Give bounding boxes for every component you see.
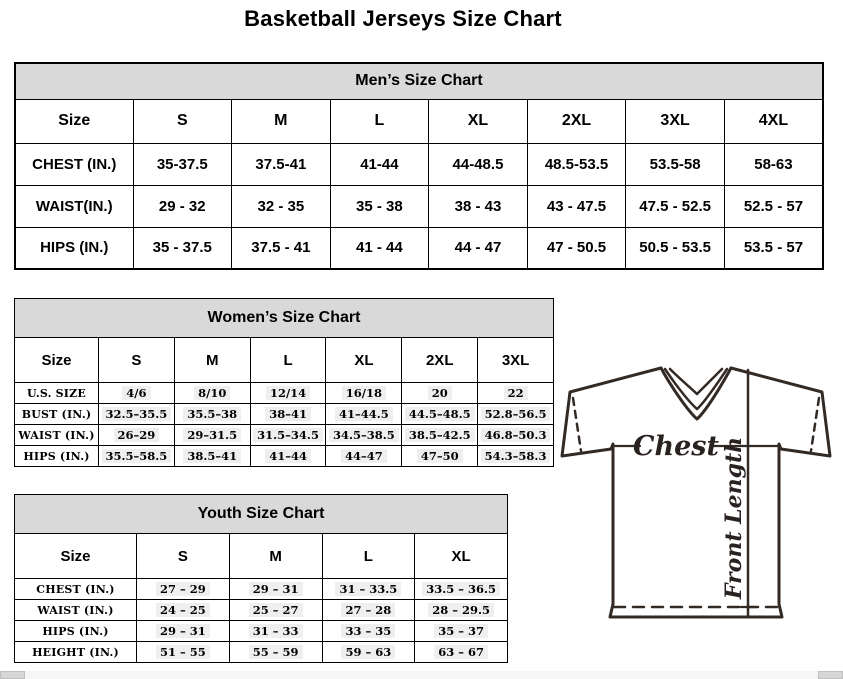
table-row xyxy=(15,446,554,467)
cell-value: 59 – 63 xyxy=(341,645,395,659)
cell-value: 44.5–48.5 xyxy=(405,407,475,421)
column-header: 3XL xyxy=(478,338,554,383)
cell xyxy=(99,404,175,425)
cell xyxy=(322,621,415,642)
column-header: 2XL xyxy=(402,338,478,383)
cell-value: 46.8–50.3 xyxy=(481,428,551,442)
cell xyxy=(402,404,478,425)
column-header: XL xyxy=(415,534,508,579)
column-header: L xyxy=(330,99,429,143)
cell: 41-44 xyxy=(330,143,429,185)
cell xyxy=(99,446,175,467)
table-row xyxy=(15,425,554,446)
cell xyxy=(250,425,326,446)
table-row xyxy=(15,227,823,269)
column-header: S xyxy=(99,338,175,383)
cell xyxy=(137,579,230,600)
cell-value: 24 – 25 xyxy=(156,603,210,617)
jersey-measurement-diagram xyxy=(558,358,840,630)
table-row xyxy=(15,143,823,185)
cell-value: 54.3–58.3 xyxy=(481,449,551,463)
cell xyxy=(99,383,175,404)
cell-value: 44–47 xyxy=(341,449,387,463)
cell-value: 38.5–41 xyxy=(183,449,241,463)
column-header: 2XL xyxy=(527,99,626,143)
cell xyxy=(322,579,415,600)
column-header: M xyxy=(174,338,250,383)
cell-value: 33 – 35 xyxy=(341,624,395,638)
cell xyxy=(415,621,508,642)
womens-size-table xyxy=(14,298,554,467)
cell-value: 31 – 33.5 xyxy=(335,582,401,596)
cell-value: 33.5 – 36.5 xyxy=(422,582,500,596)
cell: 50.5 - 53.5 xyxy=(626,227,725,269)
cell-value: 8/10 xyxy=(194,386,230,400)
youth-size-table xyxy=(14,494,508,663)
table-row xyxy=(15,642,508,663)
cell-value: 20 xyxy=(428,386,452,400)
column-header: Size xyxy=(15,99,133,143)
row-label: U.S. SIZE xyxy=(15,383,99,404)
table-row xyxy=(15,99,823,143)
column-header: S xyxy=(137,534,230,579)
cell xyxy=(250,404,326,425)
cell: 53.5-58 xyxy=(626,143,725,185)
table-row xyxy=(15,495,508,534)
row-label: WAIST(IN.) xyxy=(15,185,133,227)
table-row xyxy=(15,600,508,621)
table-row xyxy=(15,185,823,227)
cell xyxy=(415,579,508,600)
cell xyxy=(326,446,402,467)
table-row xyxy=(15,299,554,338)
column-header: 4XL xyxy=(724,99,823,143)
cell: 37.5-41 xyxy=(232,143,331,185)
cell xyxy=(250,446,326,467)
cell xyxy=(478,383,554,404)
cell: 43 - 47.5 xyxy=(527,185,626,227)
cell xyxy=(137,621,230,642)
cell-value: 25 – 27 xyxy=(249,603,303,617)
womens-table-title: Women’s Size Chart xyxy=(15,299,554,338)
cell: 37.5 - 41 xyxy=(232,227,331,269)
cell-value: 32.5–35.5 xyxy=(102,407,172,421)
cell: 35-37.5 xyxy=(133,143,232,185)
cell xyxy=(137,642,230,663)
cell: 48.5-53.5 xyxy=(527,143,626,185)
column-header: M xyxy=(232,99,331,143)
cell-value: 12/14 xyxy=(266,386,310,400)
cell-value: 35.5–58.5 xyxy=(102,449,172,463)
row-label: CHEST (IN.) xyxy=(15,143,133,185)
row-label: WAIST (IN.) xyxy=(15,425,99,446)
cell xyxy=(174,425,250,446)
cell-value: 47–50 xyxy=(417,449,463,463)
cell: 41 - 44 xyxy=(330,227,429,269)
cell-value: 38–41 xyxy=(265,407,311,421)
cell xyxy=(478,446,554,467)
cell-value: 38.5–42.5 xyxy=(405,428,475,442)
cell-value: 41–44 xyxy=(265,449,311,463)
row-label: HEIGHT (IN.) xyxy=(15,642,137,663)
row-label: WAIST (IN.) xyxy=(15,600,137,621)
cell: 29 - 32 xyxy=(133,185,232,227)
cell xyxy=(229,621,322,642)
cell xyxy=(415,642,508,663)
cell: 52.5 - 57 xyxy=(724,185,823,227)
cell xyxy=(250,383,326,404)
table-row xyxy=(15,534,508,579)
cell: 44 - 47 xyxy=(429,227,528,269)
cell xyxy=(322,642,415,663)
cell-value: 35.5–38 xyxy=(183,407,241,421)
column-header: 3XL xyxy=(626,99,725,143)
cell-value: 27 – 29 xyxy=(156,582,210,596)
cell: 47.5 - 52.5 xyxy=(626,185,725,227)
table-row xyxy=(15,338,554,383)
cell-value: 29–31.5 xyxy=(183,428,241,442)
cell xyxy=(402,425,478,446)
scrollbar-left-button[interactable] xyxy=(0,671,25,679)
column-header: XL xyxy=(326,338,402,383)
column-header: S xyxy=(133,99,232,143)
cell-value: 27 – 28 xyxy=(341,603,395,617)
cell xyxy=(229,579,322,600)
cell xyxy=(402,446,478,467)
page-title: Basketball Jerseys Size Chart xyxy=(244,6,562,31)
cell xyxy=(326,404,402,425)
cell xyxy=(326,383,402,404)
scrollbar-right-button[interactable] xyxy=(818,671,843,679)
column-header: XL xyxy=(429,99,528,143)
table-row xyxy=(15,579,508,600)
column-header: L xyxy=(322,534,415,579)
mens-table-title: Men’s Size Chart xyxy=(15,63,823,99)
front-length-measure-label: Front Length xyxy=(721,436,747,600)
cell-value: 26–29 xyxy=(114,428,160,442)
cell-value: 63 – 67 xyxy=(434,645,488,659)
cell xyxy=(229,642,322,663)
table-row xyxy=(15,404,554,425)
cell: 47 - 50.5 xyxy=(527,227,626,269)
cell-value: 55 – 59 xyxy=(249,645,303,659)
cell xyxy=(174,404,250,425)
cell xyxy=(99,425,175,446)
cell xyxy=(322,600,415,621)
cell xyxy=(174,446,250,467)
cell-value: 16/18 xyxy=(342,386,386,400)
cell xyxy=(229,600,322,621)
column-header: Size xyxy=(15,338,99,383)
cell-value: 41–44.5 xyxy=(335,407,393,421)
row-label: HIPS (IN.) xyxy=(15,227,133,269)
cell: 35 - 38 xyxy=(330,185,429,227)
row-label: HIPS (IN.) xyxy=(15,621,137,642)
column-header: L xyxy=(250,338,326,383)
cell: 58-63 xyxy=(724,143,823,185)
cell-value: 51 – 55 xyxy=(156,645,210,659)
cell-value: 29 – 31 xyxy=(249,582,303,596)
cell: 32 - 35 xyxy=(232,185,331,227)
cell-value: 4/6 xyxy=(122,386,150,400)
cell: 38 - 43 xyxy=(429,185,528,227)
youth-table-title: Youth Size Chart xyxy=(15,495,508,534)
cell-value: 29 – 31 xyxy=(156,624,210,638)
cell xyxy=(174,383,250,404)
column-header: Size xyxy=(15,534,137,579)
cell-value: 28 – 29.5 xyxy=(428,603,494,617)
table-row xyxy=(15,621,508,642)
cell xyxy=(326,425,402,446)
chest-measure-label: Chest xyxy=(633,431,719,462)
mens-size-table xyxy=(14,62,824,270)
cell xyxy=(478,404,554,425)
jersey-diagram-icon xyxy=(558,358,840,630)
cell-value: 52.8–56.5 xyxy=(481,407,551,421)
cell-value: 34.5–38.5 xyxy=(329,428,399,442)
cell-value: 35 – 37 xyxy=(434,624,488,638)
cell xyxy=(415,600,508,621)
cell xyxy=(137,600,230,621)
cell xyxy=(478,425,554,446)
cell-value: 22 xyxy=(504,386,528,400)
cell xyxy=(402,383,478,404)
column-header: M xyxy=(229,534,322,579)
row-label: BUST (IN.) xyxy=(15,404,99,425)
cell: 35 - 37.5 xyxy=(133,227,232,269)
row-label: CHEST (IN.) xyxy=(15,579,137,600)
horizontal-scrollbar[interactable] xyxy=(0,671,843,679)
cell: 53.5 - 57 xyxy=(724,227,823,269)
row-label: HIPS (IN.) xyxy=(15,446,99,467)
cell-value: 31.5–34.5 xyxy=(253,428,323,442)
cell: 44-48.5 xyxy=(429,143,528,185)
cell-value: 31 – 33 xyxy=(249,624,303,638)
table-row xyxy=(15,383,554,404)
table-row xyxy=(15,63,823,99)
